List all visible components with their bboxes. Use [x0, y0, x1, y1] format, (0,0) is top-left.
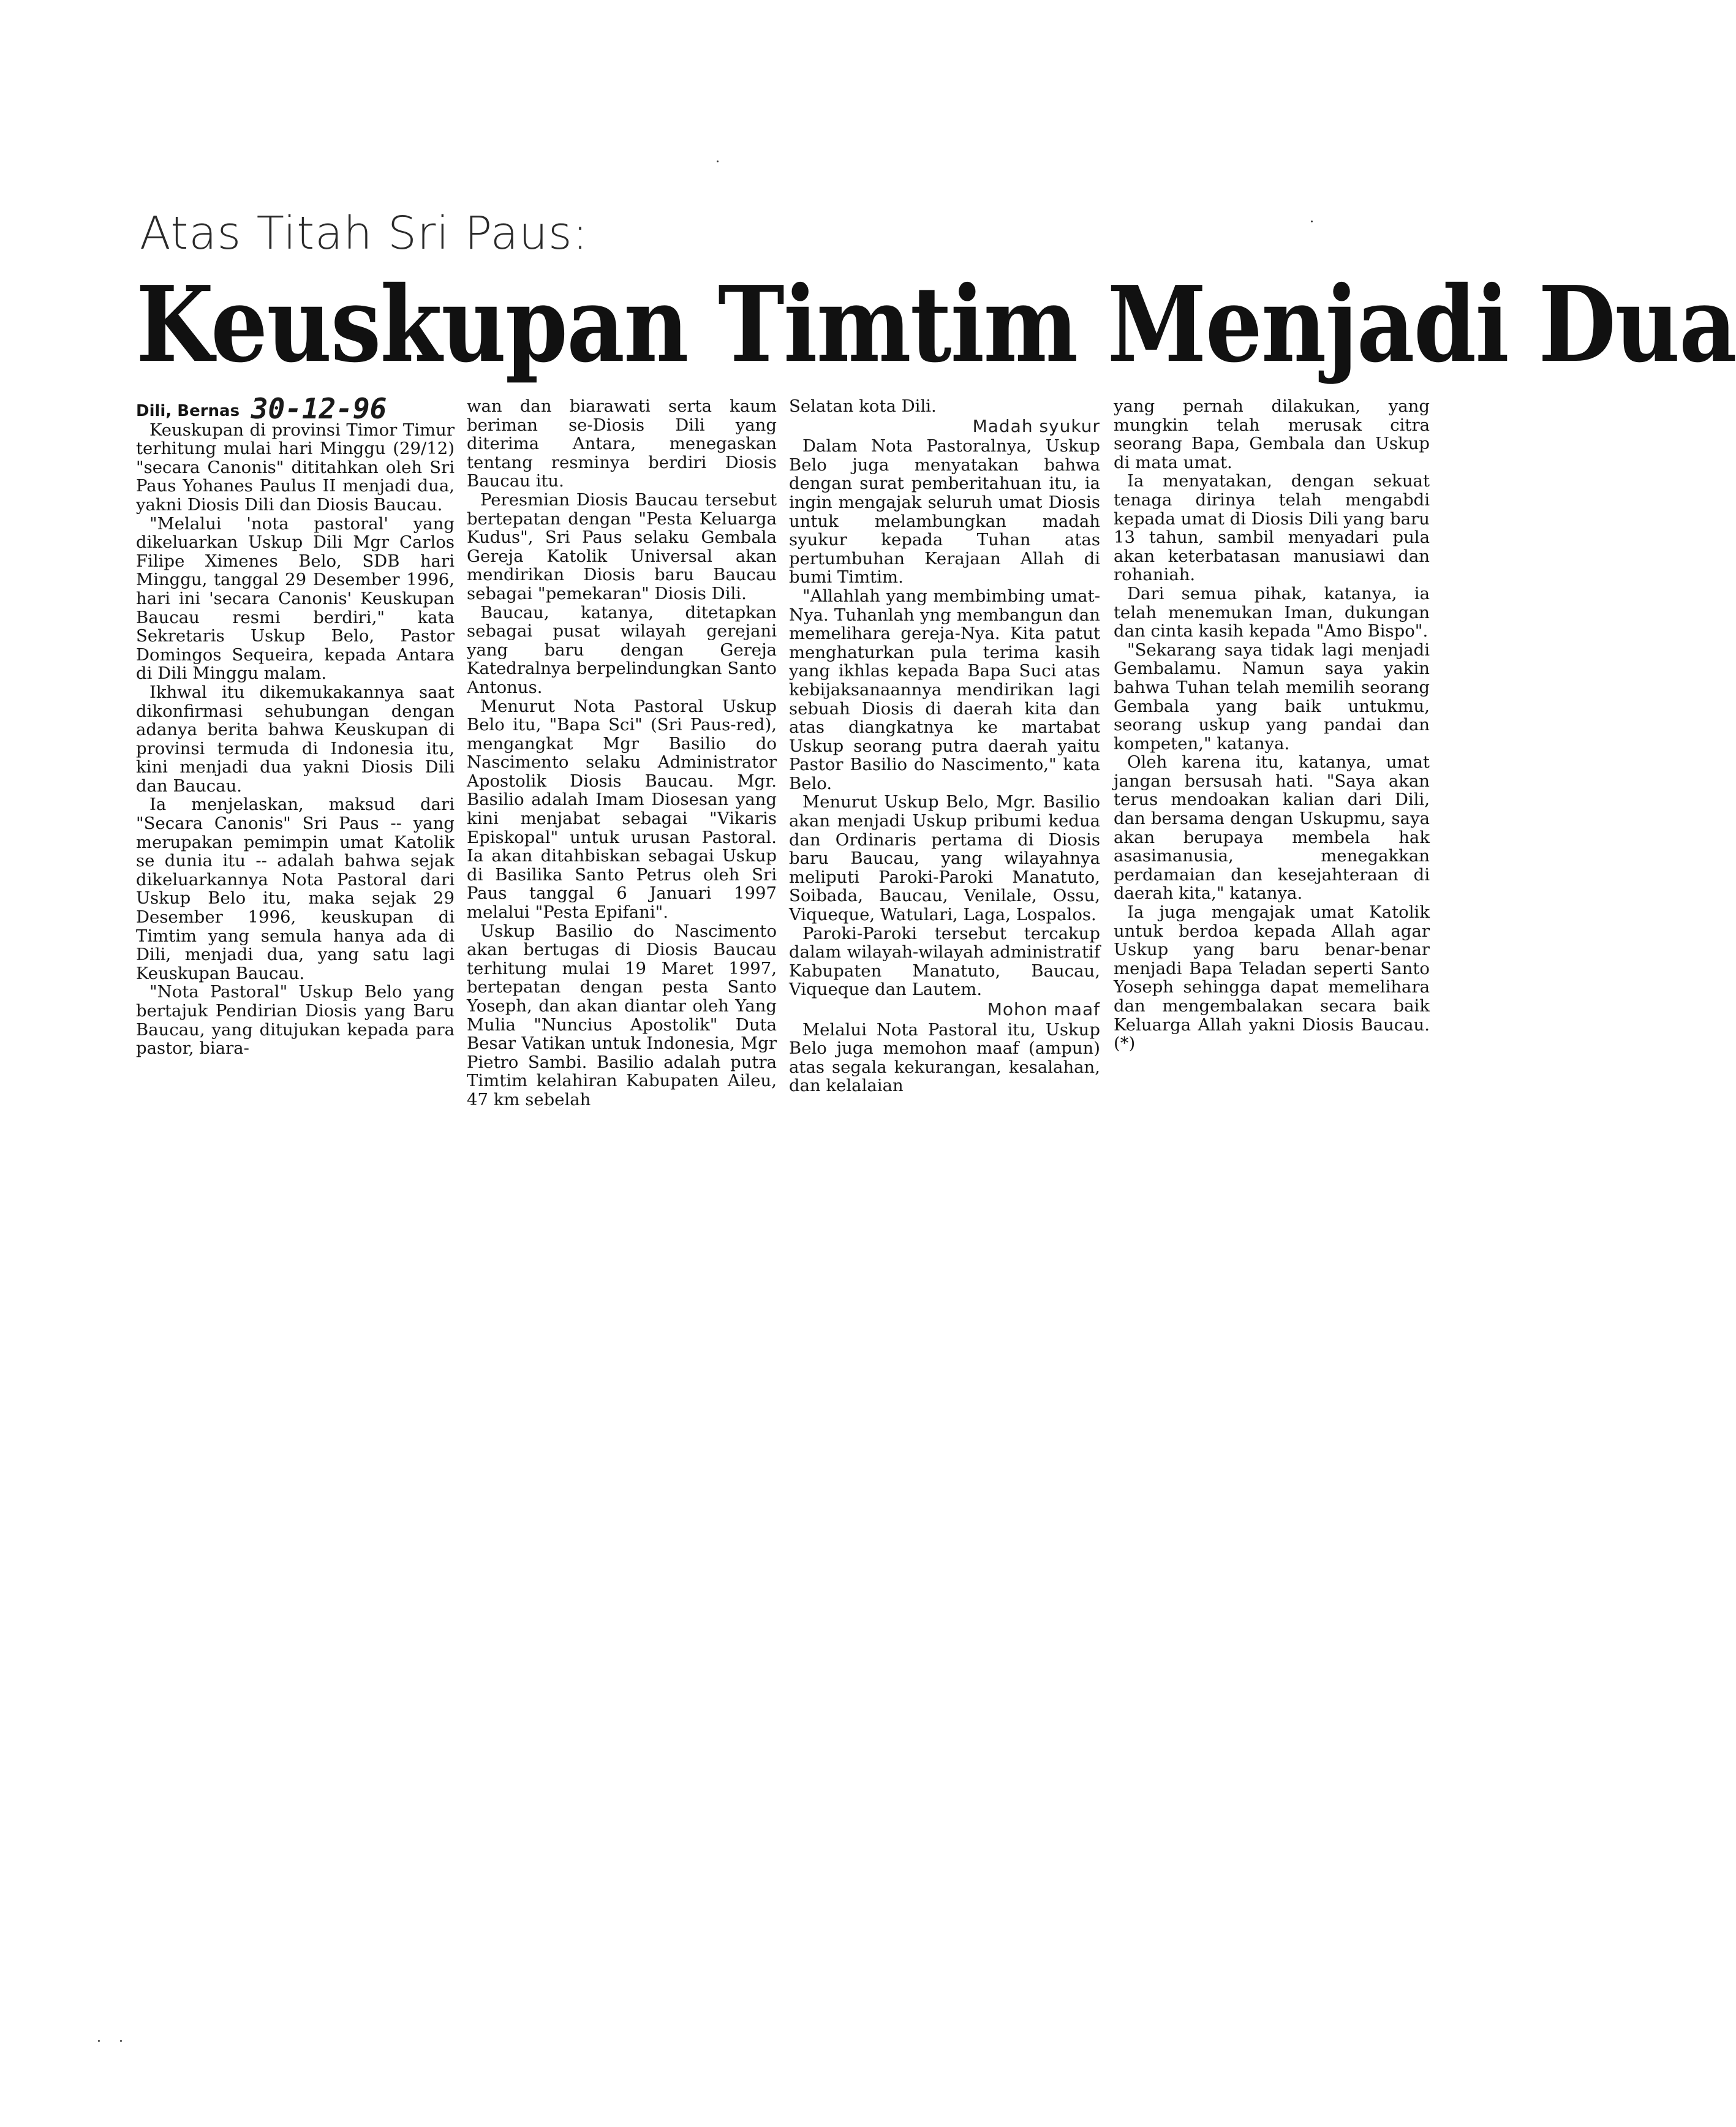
paragraph: "Allahlah yang membimbing umat-Nya. Tuhanlah yng membangun dan memelihara gereja-Nya. Kita patut menghaturkan pula terima kasih yang ikhlas kepada Bapa Suci atas kebijaksanaannya mendirikan lagi sebuah Diosis di daerah kita dan atas diangkatnya ke martabat Uskup seorang putra daerah yaitu Pastor Basilio do Nascimento," kata Belo.	[789, 586, 1100, 793]
paragraph: Paroki-Paroki tersebut tercakup dalam wilayah-wilayah administratif Kabupaten Manatuto, Baucau, Viqueque dan Lautem.	[789, 923, 1100, 1000]
paragraph: Uskup Basilio do Nascimento akan bertugas di Diosis Baucau terhitung mulai 19 Maret 1997, bertepatan dengan pesta Santo Yoseph, dan akan diantar oleh Yang Mulia "Nuncius Apostolik" Duta Besar Vatikan untuk Indonesia, Mgr Pietro Sambi. Basilio adalah putra Timtim kelahiran Kabupaten Aileu, 47 km sebelah	[467, 921, 777, 1109]
subhead: Madah syukur	[972, 415, 1100, 436]
column-2	[467, 397, 777, 1109]
scan-speck	[1311, 221, 1313, 222]
paragraph: Ia menyatakan, dengan sekuat tenaga dirinya telah mengabdi kepada umat di Diosis Dili yang baru 13 tahun, sambil menyadari pula akan keterbatasan manusiawi dan rohaniah.	[1114, 471, 1430, 585]
paragraph: yang pernah dilakukan, yang mungkin telah merusak citra seorang Bapa, Gembala dan Uskup di mata umat.	[1114, 396, 1430, 472]
paragraph: Dalam Nota Pastoralnya, Uskup Belo juga menyatakan bahwa dengan surat pemberitahuan itu, ia ingin mengajak seluruh umat Diosis untuk melambungkan madah syukur kepada Tuhan atas pertumbuhan Kerajaan Allah di bumi Timtim.	[789, 436, 1100, 587]
headline: Keuskupan Timtim Menjadi Dua	[136, 263, 1736, 386]
paragraph: Baucau, katanya, ditetapkan sebagai pusat wilayah gerejani yang baru dengan Gereja Katedralnya berpelindungkan Santo Antonus.	[467, 602, 777, 697]
paragraph: Selatan kota Dili.	[789, 396, 937, 416]
paragraph: Ikhwal itu dikemukakannya saat dikonfirmasi sehubungan dengan adanya berita bahwa Keuskupan di provinsi termuda di Indonesia itu, kini menjadi dua yakni Diosis Dili dan Baucau.	[136, 682, 455, 796]
column-4	[1114, 397, 1430, 1053]
scan-speck	[98, 2040, 100, 2042]
scan-speck	[120, 2040, 122, 2042]
paragraph: "Melalui 'nota pastoral' yang dikeluarkan Uskup Dili Mgr Carlos Filipe Ximenes Belo, SDB hari Minggu, tanggal 29 Desember 1996, hari ini 'secara Canonis' Keuskupan Baucau resmi berdiri," kata Sekretaris Uskup Belo, Pastor Domingos Sequeira, kepada Antara di Dili Minggu malam.	[136, 513, 455, 684]
paragraph: Menurut Nota Pastoral Uskup Belo itu, "Bapa Sci" (Sri Paus-red), mengangkat Mgr Basilio do Nascimento selaku Administrator Apostolik Diosis Baucau. Mgr. Basilio adalah Imam Diosesan yang kini menjabat sebagai "Vikaris Episkopal" untuk urusan Pastoral. Ia akan ditahbiskan sebagai Uskup di Basilika Santo Petrus oleh Sri Paus tanggal 6 Januari 1997 melalui "Pesta Epifani".	[467, 696, 777, 923]
column-1	[136, 392, 455, 1059]
subhead: Mohon maaf	[987, 999, 1100, 1019]
paragraph: Menurut Uskup Belo, Mgr. Basilio akan menjadi Uskup pribumi kedua dan Ordinaris pertama di Diosis baru Baucau, yang wilayahnya meliputi Paroki-Paroki Manatuto, Soibada, Baucau, Venilale, Ossu, Viqueque, Watulari, Laga, Lospalos.	[789, 792, 1100, 925]
paragraph: Melalui Nota Pastoral itu, Uskup Belo juga memohon maaf (ampun) atas segala kekurangan, kesalahan, dan kelalaian	[789, 1019, 1100, 1096]
paragraph: Ia menjelaskan, maksud dari "Secara Canonis" Sri Paus -- yang merupakan pemimpin umat Katolik se dunia itu -- adalah bahwa sejak dikeluarkannya Nota Pastoral dari Uskup Belo itu, maka sejak 29 Desember 1996, keuskupan di Timtim yang semula hanya ada di Dili, menjadi dua, yang satu lagi Keuskupan Baucau.	[136, 795, 455, 983]
paragraph: Dari semua pihak, katanya, ia telah menemukan Iman, dukungan dan cinta kasih kepada "Amo Bispo".	[1114, 583, 1430, 641]
handwritten-date: 30-12-96	[251, 392, 387, 425]
dateline-row	[136, 392, 455, 425]
paragraph: Peresmian Diosis Baucau tersebut bertepatan dengan "Pesta Keluarga Kudus", Sri Paus selaku Gembala Gereja Katolik Universal akan mendirikan Diosis baru Baucau sebagai "pemekaran" Diosis Dili.	[467, 489, 777, 603]
paragraph: Keuskupan di provinsi Timor Timur terhitung mulai hari Minggu (29/12) "secara Canonis" dititahkan oleh Sri Paus Yohanes Paulus II menjadi dua, yakni Diosis Dili dan Diosis Baucau.	[136, 420, 455, 515]
column-3	[789, 397, 1100, 1095]
paragraph: Oleh karena itu, katanya, umat jangan bersusah hati. "Saya akan terus mendoakan kalian dari Dili, dan bersama dengan Uskupmu, saya akan berupaya membela hak asasimanusia, menegakkan perdamaian dan kesejahteraan di daerah kita," katanya.	[1114, 752, 1430, 904]
dateline: Dili, Bernas	[136, 402, 240, 420]
scan-speck	[717, 161, 719, 162]
paragraph: wan dan biarawati serta kaum beriman se-Diosis Dili yang diterima Antara, menegaskan tentang resminya berdiri Diosis Baucau itu.	[467, 396, 777, 491]
paragraph: "Nota Pastoral" Uskup Belo yang bertajuk Pendirian Diosis yang Baru Baucau, yang ditujukan kepada para pastor, biara-	[136, 982, 455, 1059]
kicker: Atas Titah Sri Paus:	[140, 207, 589, 260]
paragraph: Ia juga mengajak umat Katolik untuk berdoa kepada Allah agar Uskup yang baru benar-benar menjadi Bapa Teladan seperti Santo Yoseph sehingga dapat memelihara dan mengembalakan secara baik Keluarga Allah yakni Diosis Baucau. (*)	[1114, 902, 1430, 1054]
paragraph: "Sekarang saya tidak lagi menjadi Gembalamu. Namun saya yakin bahwa Tuhan telah memilih seorang Gembala yang baik untukmu, seorang uskup yang pandai dan kompeten," katanya.	[1114, 640, 1430, 754]
